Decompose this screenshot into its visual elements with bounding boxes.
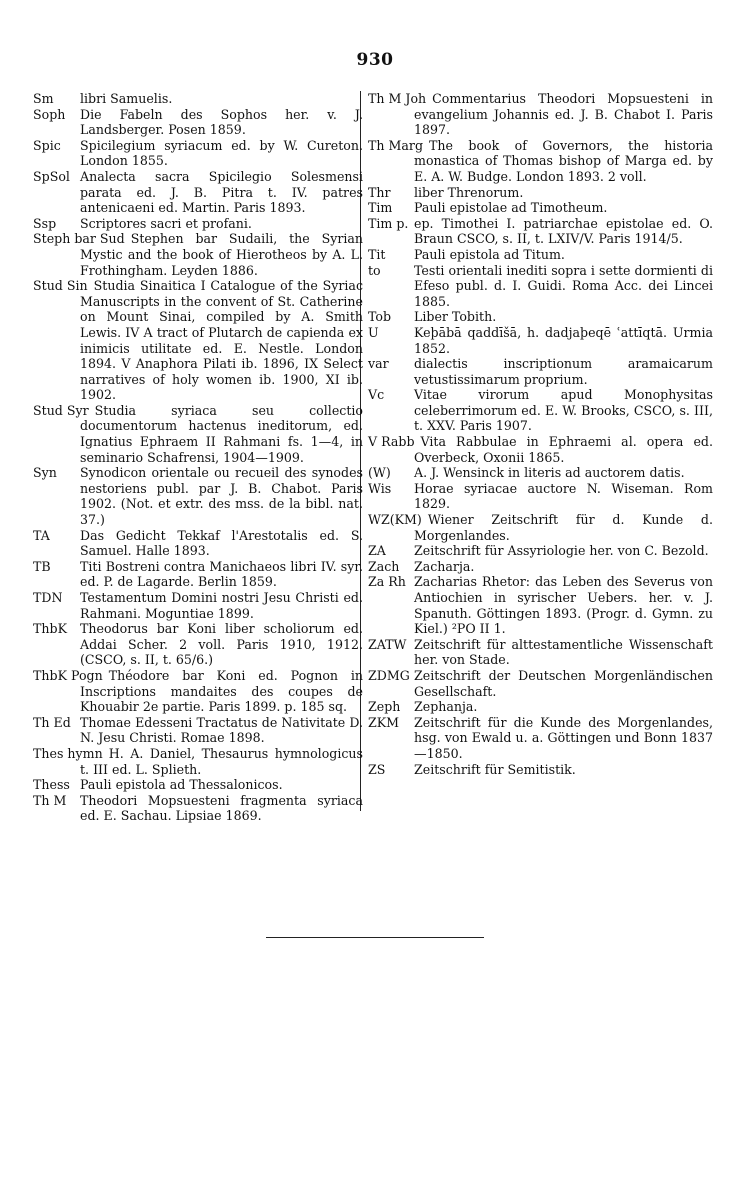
entry-abbreviation: Steph bar Sud	[33, 231, 125, 247]
entry-description: Analecta sacra Spicilegio Solesmensi parata ed. J. B. Pitra t. IV. patres antenicaeni ed. Martin. Paris 1893.	[80, 168, 363, 216]
bibliography-entry	[368, 543, 713, 559]
entry-abbreviation: Tim	[368, 200, 393, 216]
entry-abbreviation: TDN	[33, 590, 63, 605]
entry-abbreviation: ZKM	[368, 714, 400, 730]
entry-description: Synodicon orientale ou recueil des synodes nestoriens publ. par J. B. Chabot. Paris 1902. (Not. et extr. des mss. de la bibl. nat. 37.)	[80, 465, 363, 528]
bottom-rule	[266, 937, 484, 938]
bibliography-entry	[368, 247, 713, 263]
entry-abbreviation: to	[368, 262, 381, 278]
entry-abbreviation: Tit	[368, 246, 386, 262]
bibliography-entry	[368, 356, 713, 387]
bibliography-entry	[33, 403, 363, 465]
entry-description: Scriptores sacri et profani.	[80, 215, 252, 231]
entry-description: Pauli epistola ad Thessalonicos.	[80, 777, 283, 793]
entry-description: Pauli epistola ad Titum.	[414, 246, 565, 262]
bibliography-entry	[368, 481, 713, 512]
entry-description: Zacharias Rhetor: das Leben des Severus von Antiochien in syrischer Uebers. her. v. J. Spanuth. Göttingen 1893. (Progr. d. Gymn. zu Kiel.) ²PO II 1.	[414, 574, 713, 637]
entry-description: Zeitschrift für die Kunde des Morgenlandes, hsg. von Ewald u. a. Göttingen und Bonn 1837—1850.	[414, 714, 713, 761]
bibliography-entry	[33, 777, 363, 793]
entry-description: Zeitschrift für alttestamentliche Wissenschaft her. von Stade.	[414, 636, 713, 668]
entry-description: Studia Sinaitica I Catalogue of the Syriac Manuscripts in the convent of St. Catherine on Mount Sinai, compiled by A. Smith Lewis. IV A tract of Plutarch de capienda ex inimicis utilitate ed. E. Nestle. London 1894. V Anaphora Pilati ib. 1896, IX Select narratives of holy women ib. 1900, XI ib. 1902.	[80, 278, 363, 403]
entry-abbreviation: Soph	[33, 106, 66, 122]
entry-description: Théodore bar Koni ed. Pognon in Inscriptions mandaites des coupes de Khouabir 2e partie. Paris 1899. p. 185 sq.	[80, 667, 363, 715]
entry-description: Commentarius Theodori Mopsuesteni in evangelium Johannis ed. J. B. Chabot I. Paris 1897.	[414, 91, 713, 138]
entry-abbreviation: Th Ed	[33, 714, 71, 730]
entry-abbreviation: Thess	[33, 777, 70, 793]
entry-description: Theodorus bar Koni liber scholiorum ed. Addai Scher. 2 voll. Paris 1910, 1912. (CSCO, s. II, t. 65/6.)	[80, 621, 363, 668]
bibliography-entry	[368, 185, 713, 201]
entry-description: Testamentum Domini nostri Jesu Christi ed. Rahmani. Moguntiae 1899.	[80, 590, 363, 621]
entry-description: Zacharja.	[414, 558, 475, 574]
entry-description: liber Threnorum.	[414, 184, 524, 200]
entry-description: ep. Timothei I. patriarchae epistolae ed. O. Braun CSCO, s. II, t. LXIV/V. Paris 1914/5.	[414, 215, 713, 247]
entry-abbreviation: Zach	[368, 558, 400, 574]
page-number: 930	[356, 50, 394, 70]
bibliography-entry	[33, 138, 363, 169]
bibliography-entry	[368, 699, 713, 715]
entry-abbreviation: TB	[33, 558, 51, 574]
entry-description: Die Fabeln des Sophos her. v. J. Landsberger. Posen 1859.	[80, 106, 363, 138]
bibliography-entry	[368, 309, 713, 325]
bibliography-entry	[368, 512, 713, 543]
entry-description: Horae syriacae auctore N. Wiseman. Rom 1829.	[414, 480, 713, 512]
entry-abbreviation: ZDMG	[368, 667, 410, 683]
bibliography-entry	[33, 169, 363, 216]
entry-description: Pauli epistolae ad Timotheum.	[414, 200, 608, 216]
bibliography-entry	[33, 668, 363, 715]
entry-abbreviation: Sm	[33, 91, 54, 106]
bibliography-entry	[33, 715, 363, 746]
entry-description: Zeitschrift der Deutschen Morgenländischen Gesellschaft.	[414, 667, 713, 699]
bibliography-entry	[33, 793, 363, 824]
bibliography-entry	[368, 715, 713, 762]
entry-description: Wiener Zeitschrift für d. Kunde d. Morgenlandes.	[414, 512, 713, 543]
bibliography-entry	[33, 528, 363, 559]
bibliography-entry	[33, 278, 363, 403]
entry-abbreviation: Wis	[368, 480, 392, 496]
entry-description: Studia syriaca seu collectio documentorum hactenus ineditorum, ed. Ignatius Ephraem II Rahmani fs. 1—4, in seminario Schafrensi, 1904—1909.	[80, 402, 363, 465]
entry-description: Spicilegium syriacum ed. by W. Cureton. London 1855.	[80, 137, 363, 169]
entry-abbreviation: Ssp	[33, 215, 57, 231]
bibliography-entry	[368, 263, 713, 310]
entry-abbreviation: Th M Joh	[368, 91, 427, 106]
bibliography-entry	[33, 465, 363, 527]
entry-abbreviation: Thes hymn	[33, 745, 103, 761]
entry-description: Zeitschrift für Assyriologie her. von C. Bezold.	[414, 543, 709, 559]
bibliography-entry	[368, 387, 713, 434]
entry-abbreviation: ThbK	[33, 621, 67, 637]
bibliography-entry	[33, 216, 363, 232]
entry-abbreviation: ThbK Pogn	[33, 667, 103, 683]
bibliography-entry	[33, 746, 363, 777]
entry-description: Liber Tobith.	[414, 309, 497, 325]
bibliography-entry	[368, 668, 713, 699]
entry-abbreviation: (W)	[368, 465, 391, 481]
entry-description: The book of Governors, the historia monastica of Thomas bishop of Marga ed. by E. A. W. Budge. London 1893. 2 voll.	[414, 137, 713, 184]
entry-abbreviation: Za Rh	[368, 574, 406, 590]
entry-abbreviation: Stud Sin	[33, 278, 88, 294]
entry-description: A. J. Wensinck in literis ad auctorem datis.	[414, 465, 685, 481]
entry-abbreviation: var	[368, 356, 389, 372]
bibliography-entry	[368, 637, 713, 668]
bibliography-entry	[33, 107, 363, 138]
entry-description: libri Samuelis.	[80, 91, 173, 106]
right-column	[368, 91, 713, 777]
entry-description: Thomae Edesseni Tractatus de Nativitate D. N. Jesu Christi. Romae 1898.	[80, 714, 363, 746]
entry-abbreviation: Stud Syr	[33, 402, 89, 418]
bibliography-entry	[33, 559, 363, 590]
bibliography-entry	[368, 762, 713, 778]
entry-abbreviation: Zeph	[368, 699, 401, 715]
entry-description: Vitae virorum apud Monophysitas celeberrimorum ed. E. W. Brooks, CSCO, s. III, t. XXV. Paris 1907.	[414, 387, 713, 434]
bibliography-entry	[368, 465, 713, 481]
entry-description: Zeitschrift für Semitistik.	[414, 761, 576, 777]
bibliography-entry	[368, 434, 713, 465]
entry-description: H. A. Daniel, Thesaurus hymnologicus t. III ed. L. Splieth.	[80, 745, 363, 777]
bibliography-entry	[368, 325, 713, 356]
entry-abbreviation: Tob	[368, 309, 392, 325]
entry-abbreviation: Vc	[368, 387, 385, 403]
bibliography-entry	[368, 216, 713, 247]
entry-abbreviation: WZ(KM)	[368, 512, 422, 528]
bibliography-entry	[33, 621, 363, 668]
entry-abbreviation: Th Marg	[368, 137, 423, 153]
bibliography-entry	[368, 559, 713, 575]
entry-abbreviation: Syn	[33, 465, 57, 481]
entry-abbreviation: ZATW	[368, 636, 407, 652]
entry-abbreviation: Thr	[368, 184, 391, 200]
entry-description: Keþābā qaddīšā, h. dadjaþeqē ʿattīqtā. Urmia 1852.	[414, 324, 713, 356]
entry-description: dialectis inscriptionum aramaicarum vetustissimarum proprium.	[414, 356, 713, 387]
bibliography-entry	[368, 138, 713, 185]
entry-description: Theodori Mopsuesteni fragmenta syriaca ed. E. Sachau. Lipsiae 1869.	[80, 792, 363, 824]
entry-description: Vita Rabbulae in Ephraemi al. opera ed. Overbeck, Oxonii 1865.	[414, 434, 713, 465]
entry-abbreviation: U	[368, 324, 379, 340]
entry-abbreviation: TA	[33, 527, 50, 543]
entry-description: Testi orientali inediti sopra i sette dormienti di Efeso publ. d. I. Guidi. Roma Acc. dei Lincei 1885.	[414, 262, 713, 309]
entry-description: Titi Bostreni contra Manichaeos libri IV. syr. ed. P. de Lagarde. Berlin 1859.	[80, 558, 363, 590]
entry-abbreviation: Tim p.	[368, 215, 409, 231]
bibliography-entry	[33, 590, 363, 621]
bibliography-entry	[368, 200, 713, 216]
entry-abbreviation: SpSol	[33, 168, 70, 184]
bibliography-entry	[33, 231, 363, 278]
entry-abbreviation: V Rabb	[368, 434, 415, 450]
entry-description: Stephen bar Sudaili, the Syrian Mystic and the book of Hierotheos by A. L. Frothingham. Leyden 1886.	[80, 231, 363, 278]
entry-abbreviation: ZS	[368, 761, 386, 777]
bibliography-entry	[33, 91, 363, 107]
entry-description: Zephanja.	[414, 699, 478, 715]
bibliography-entry	[368, 91, 713, 138]
entry-abbreviation: Spic	[33, 137, 61, 153]
entry-description: Das Gedicht Tekkaf l'Arestotalis ed. S. Samuel. Halle 1893.	[80, 527, 363, 559]
entry-abbreviation: ZA	[368, 543, 386, 559]
left-column	[33, 91, 363, 824]
entry-abbreviation: Th M	[33, 792, 67, 808]
bibliography-entry	[368, 574, 713, 636]
